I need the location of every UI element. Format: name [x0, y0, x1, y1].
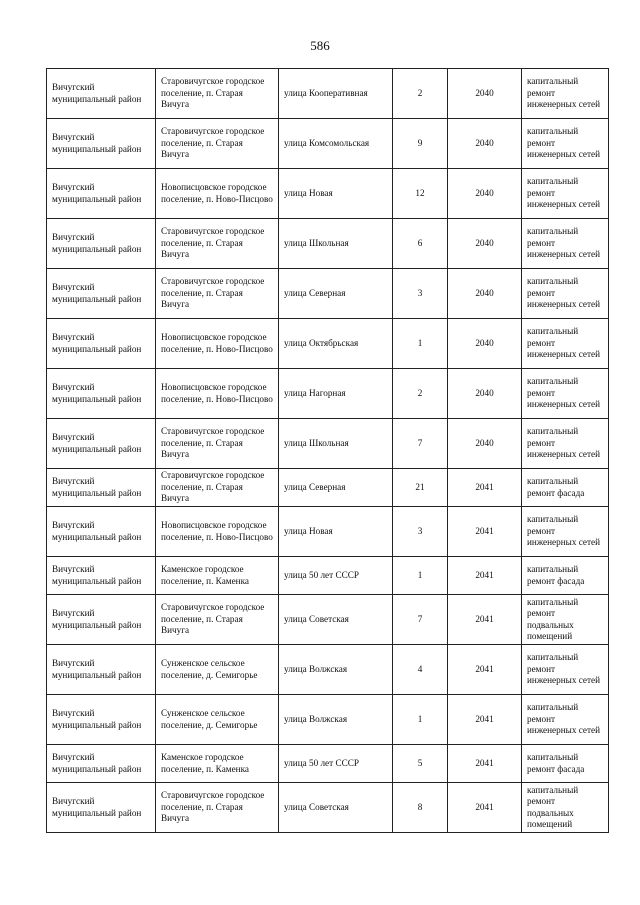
district-cell: Вичугский муниципальный район: [47, 369, 156, 419]
house-number-cell: 6: [393, 219, 448, 269]
work-type-cell: капитальный ремонт инженерных сетей: [522, 419, 609, 469]
year-cell: 2040: [448, 419, 522, 469]
house-number-cell: 21: [393, 469, 448, 507]
table-row: [47, 695, 609, 745]
year-cell: 2040: [448, 119, 522, 169]
street-cell: улица Нагорная: [279, 369, 393, 419]
settlement-cell: Каменское городское поселение, п. Каменка: [156, 557, 279, 595]
street-cell: улица Северная: [279, 469, 393, 507]
work-type-cell: капитальный ремонт инженерных сетей: [522, 319, 609, 369]
work-type-cell: капитальный ремонт фасада: [522, 557, 609, 595]
year-cell: 2040: [448, 319, 522, 369]
district-cell: Вичугский муниципальный район: [47, 595, 156, 645]
work-type-cell: капитальный ремонт фасада: [522, 469, 609, 507]
district-cell: Вичугский муниципальный район: [47, 645, 156, 695]
street-cell: улица Советская: [279, 595, 393, 645]
district-cell: Вичугский муниципальный район: [47, 695, 156, 745]
district-cell: Вичугский муниципальный район: [47, 507, 156, 557]
district-cell: Вичугский муниципальный район: [47, 419, 156, 469]
street-cell: улица 50 лет СССР: [279, 745, 393, 783]
table-body: [47, 69, 609, 833]
work-type-cell: капитальный ремонт инженерных сетей: [522, 69, 609, 119]
street-cell: улица Советская: [279, 783, 393, 833]
work-type-cell: капитальный ремонт инженерных сетей: [522, 269, 609, 319]
district-cell: Вичугский муниципальный район: [47, 557, 156, 595]
street-cell: улица Северная: [279, 269, 393, 319]
page-number: 586: [310, 38, 330, 53]
street-cell: улица Школьная: [279, 219, 393, 269]
table-row: [47, 469, 609, 507]
house-number-cell: 12: [393, 169, 448, 219]
table-row: [47, 119, 609, 169]
table-row: [47, 69, 609, 119]
settlement-cell: Старовичугское городское поселение, п. Старая Вичуга: [156, 595, 279, 645]
street-cell: улица Волжская: [279, 645, 393, 695]
year-cell: 2041: [448, 469, 522, 507]
house-number-cell: 8: [393, 783, 448, 833]
year-cell: 2040: [448, 69, 522, 119]
street-cell: улица Кооперативная: [279, 69, 393, 119]
work-type-cell: капитальный ремонт фасада: [522, 745, 609, 783]
district-cell: Вичугский муниципальный район: [47, 319, 156, 369]
work-type-cell: капитальный ремонт инженерных сетей: [522, 645, 609, 695]
year-cell: 2041: [448, 557, 522, 595]
year-cell: 2041: [448, 645, 522, 695]
house-number-cell: 1: [393, 557, 448, 595]
work-type-cell: капитальный ремонт подвальных помещений: [522, 783, 609, 833]
table-row: [47, 783, 609, 833]
house-number-cell: 2: [393, 69, 448, 119]
house-number-cell: 3: [393, 507, 448, 557]
district-cell: Вичугский муниципальный район: [47, 469, 156, 507]
settlement-cell: Новописцовское городское поселение, п. Ново-Писцово: [156, 369, 279, 419]
settlement-cell: Старовичугское городское поселение, п. Старая Вичуга: [156, 69, 279, 119]
year-cell: 2041: [448, 507, 522, 557]
table-row: [47, 419, 609, 469]
settlement-cell: Новописцовское городское поселение, п. Ново-Писцово: [156, 319, 279, 369]
table-row: [47, 595, 609, 645]
year-cell: 2040: [448, 369, 522, 419]
year-cell: 2041: [448, 695, 522, 745]
settlement-cell: Старовичугское городское поселение, п. Старая Вичуга: [156, 419, 279, 469]
settlement-cell: Сунженское сельское поселение, д. Семигорье: [156, 645, 279, 695]
street-cell: улица Волжская: [279, 695, 393, 745]
year-cell: 2041: [448, 783, 522, 833]
settlement-cell: Старовичугское городское поселение, п. Старая Вичуга: [156, 469, 279, 507]
street-cell: улица 50 лет СССР: [279, 557, 393, 595]
street-cell: улица Новая: [279, 169, 393, 219]
district-cell: Вичугский муниципальный район: [47, 169, 156, 219]
house-number-cell: 1: [393, 695, 448, 745]
table-row: [47, 369, 609, 419]
year-cell: 2040: [448, 269, 522, 319]
table-row: [47, 745, 609, 783]
district-cell: Вичугский муниципальный район: [47, 745, 156, 783]
table-row: [47, 645, 609, 695]
street-cell: улица Комсомольская: [279, 119, 393, 169]
year-cell: 2040: [448, 219, 522, 269]
work-type-cell: капитальный ремонт инженерных сетей: [522, 119, 609, 169]
settlement-cell: Каменское городское поселение, п. Каменка: [156, 745, 279, 783]
street-cell: улица Школьная: [279, 419, 393, 469]
work-type-cell: капитальный ремонт подвальных помещений: [522, 595, 609, 645]
year-cell: 2041: [448, 595, 522, 645]
table-row: [47, 269, 609, 319]
district-cell: Вичугский муниципальный район: [47, 69, 156, 119]
work-type-cell: капитальный ремонт инженерных сетей: [522, 507, 609, 557]
year-cell: 2041: [448, 745, 522, 783]
house-number-cell: 7: [393, 595, 448, 645]
street-cell: улица Новая: [279, 507, 393, 557]
settlement-cell: Новописцовское городское поселение, п. Ново-Писцово: [156, 169, 279, 219]
settlement-cell: Старовичугское городское поселение, п. Старая Вичуга: [156, 783, 279, 833]
house-number-cell: 4: [393, 645, 448, 695]
house-number-cell: 7: [393, 419, 448, 469]
table-row: [47, 319, 609, 369]
district-cell: Вичугский муниципальный район: [47, 119, 156, 169]
street-cell: улица Октябрьская: [279, 319, 393, 369]
house-number-cell: 2: [393, 369, 448, 419]
district-cell: Вичугский муниципальный район: [47, 219, 156, 269]
settlement-cell: Старовичугское городское поселение, п. Старая Вичуга: [156, 119, 279, 169]
district-cell: Вичугский муниципальный район: [47, 783, 156, 833]
district-cell: Вичугский муниципальный район: [47, 269, 156, 319]
table-row: [47, 557, 609, 595]
work-type-cell: капитальный ремонт инженерных сетей: [522, 369, 609, 419]
settlement-cell: Старовичугское городское поселение, п. Старая Вичуга: [156, 219, 279, 269]
house-number-cell: 9: [393, 119, 448, 169]
work-type-cell: капитальный ремонт инженерных сетей: [522, 695, 609, 745]
settlement-cell: Сунженское сельское поселение, д. Семигорье: [156, 695, 279, 745]
house-number-cell: 1: [393, 319, 448, 369]
settlement-cell: Новописцовское городское поселение, п. Ново-Писцово: [156, 507, 279, 557]
settlement-cell: Старовичугское городское поселение, п. Старая Вичуга: [156, 269, 279, 319]
table-row: [47, 507, 609, 557]
table-row: [47, 219, 609, 269]
work-type-cell: капитальный ремонт инженерных сетей: [522, 169, 609, 219]
house-number-cell: 3: [393, 269, 448, 319]
work-type-cell: капитальный ремонт инженерных сетей: [522, 219, 609, 269]
year-cell: 2040: [448, 169, 522, 219]
repair-schedule-table: [46, 68, 609, 833]
house-number-cell: 5: [393, 745, 448, 783]
table-row: [47, 169, 609, 219]
